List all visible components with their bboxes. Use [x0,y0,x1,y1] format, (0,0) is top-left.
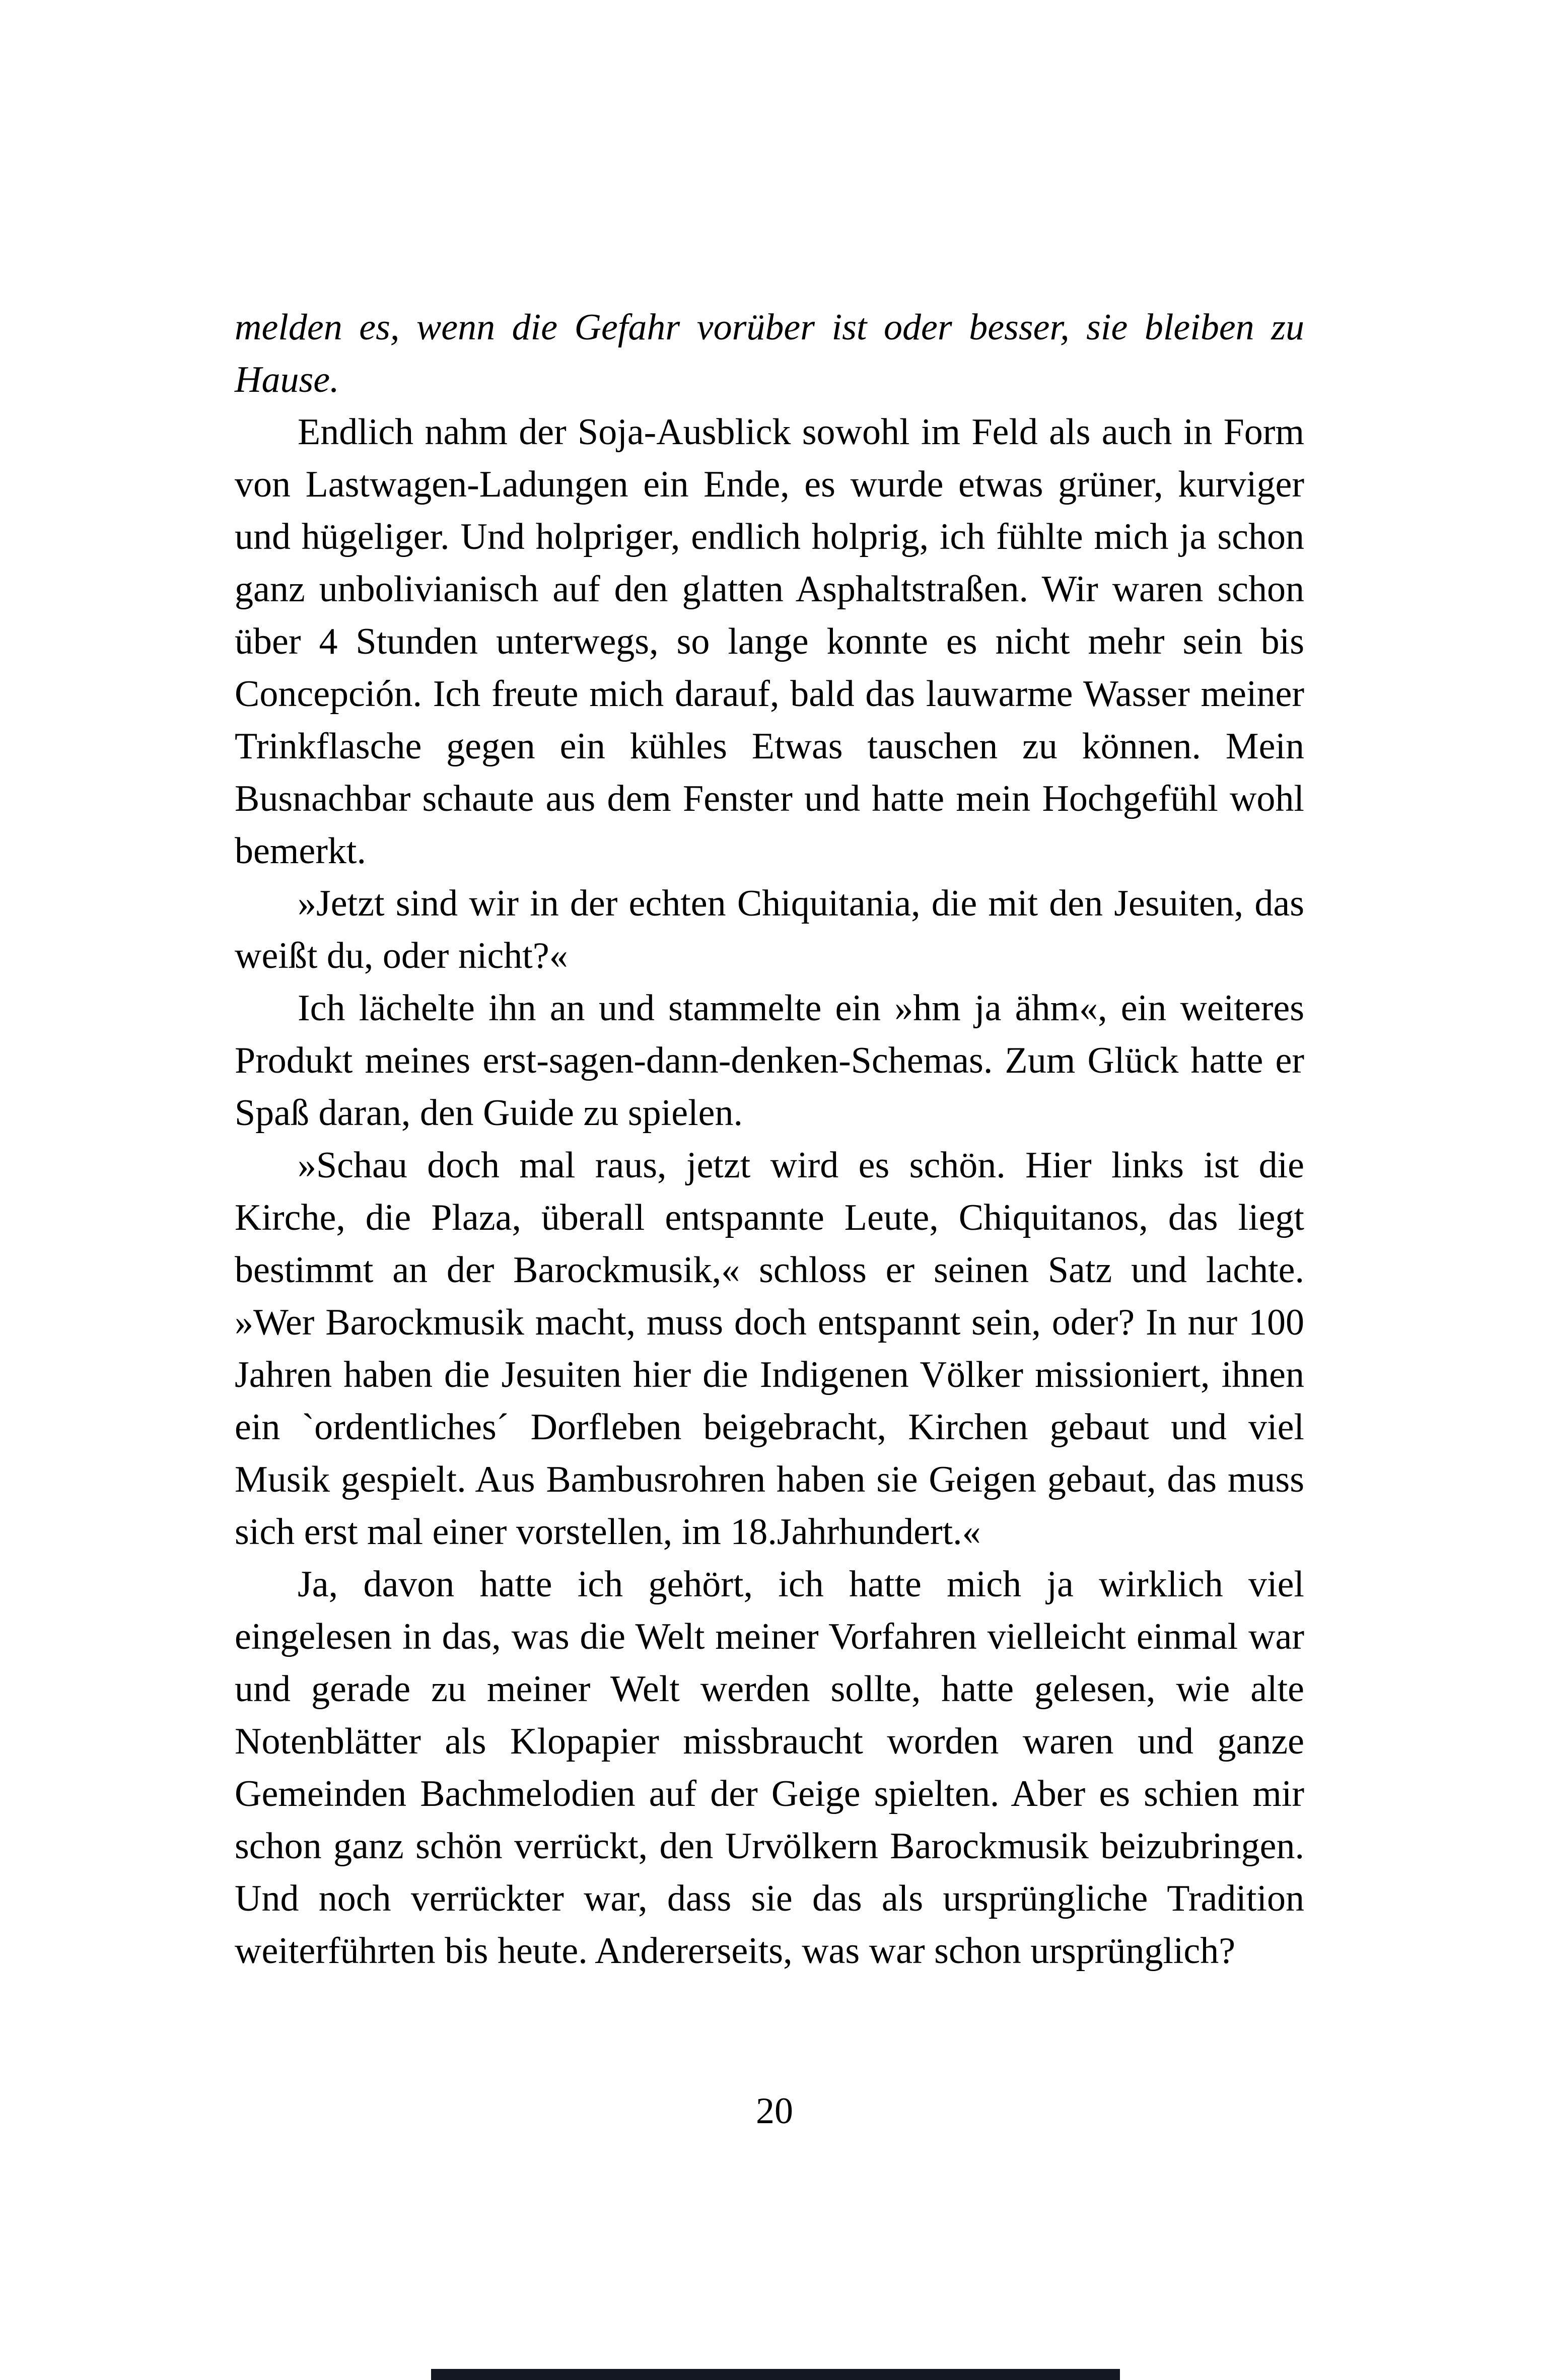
paragraph: Ich lächelte ihn an und stammelte ein »hm ja ähm«, ein weiteres Produkt meines erst-sagen-dann-denken-Schemas. Zum Glück hatte er Spaß daran, den Guide zu spielen. [235,988,1304,1134]
paragraph: Ja, davon hatte ich gehört, ich hatte mich ja wirklich viel eingelesen in das, was die Welt meiner Vorfahren vielleicht einmal war und gerade zu meiner Welt werden sollte, hatte gelesen, wie alte Notenblätter als Klopapier missbraucht worden waren und ganze Gemeinden Bachmelodien auf der Geige spielten. Aber es schien mir schon ganz schön verrückt, den Urvölkern Barockmusik beizubringen. Und noch verrückter war, dass sie das als ursprüngliche Tradition weiterführten bis heute. Andererseits, was war schon ursprünglich? [235,1564,1304,1972]
body-text [235,301,1304,1977]
bottom-edge-artifact [431,2369,1120,2380]
paragraph-dialogue: »Schau doch mal raus, jetzt wird es schön. Hier links ist die Kirche, die Plaza, überall entspannte Leute, Chiquitanos, das liegt bestimmt an der Barockmusik,« schloss er seinen Satz und lachte. »Wer Barockmusik macht, muss doch entspannt sein, oder? In nur 100 Jahren haben die Jesuiten hier die Indigenen Völker missioniert, ihnen ein `ordentliches´ Dorfleben beigebracht, Kirchen gebaut und viel Musik gespielt. Aus Bambusrohren haben sie Geigen gebaut, das muss sich erst mal einer vorstellen, im 18.Jahrhundert.« [235,1145,1304,1553]
paragraph-continuation-italic: melden es, wenn die Gefahr vorüber ist oder besser, sie bleiben zu Hause. [235,307,1304,400]
page-number: 20 [756,2090,793,2132]
paragraph-dialogue: »Jetzt sind wir in der echten Chiquitania, die mit den Jesuiten, das weißt du, oder nicht?« [235,883,1304,976]
paragraph: Endlich nahm der Soja-Ausblick sowohl im Feld als auch in Form von Lastwagen-Ladungen ein Ende, es wurde etwas grüner, kurviger und hügeliger. Und holpriger, endlich holprig, ich fühlte mich ja schon ganz unbolivianisch auf den glatten Asphaltstraßen. Wir waren schon über 4 Stunden unterwegs, so lange konnte es nicht mehr sein bis Concepción. Ich freute mich darauf, bald das lauwarme Wasser meiner Trinkflasche gegen ein kühles Etwas tauschen zu können. Mein Busnachbar schaute aus dem Fenster und hatte mein Hochgefühl wohl bemerkt. [235,411,1304,872]
